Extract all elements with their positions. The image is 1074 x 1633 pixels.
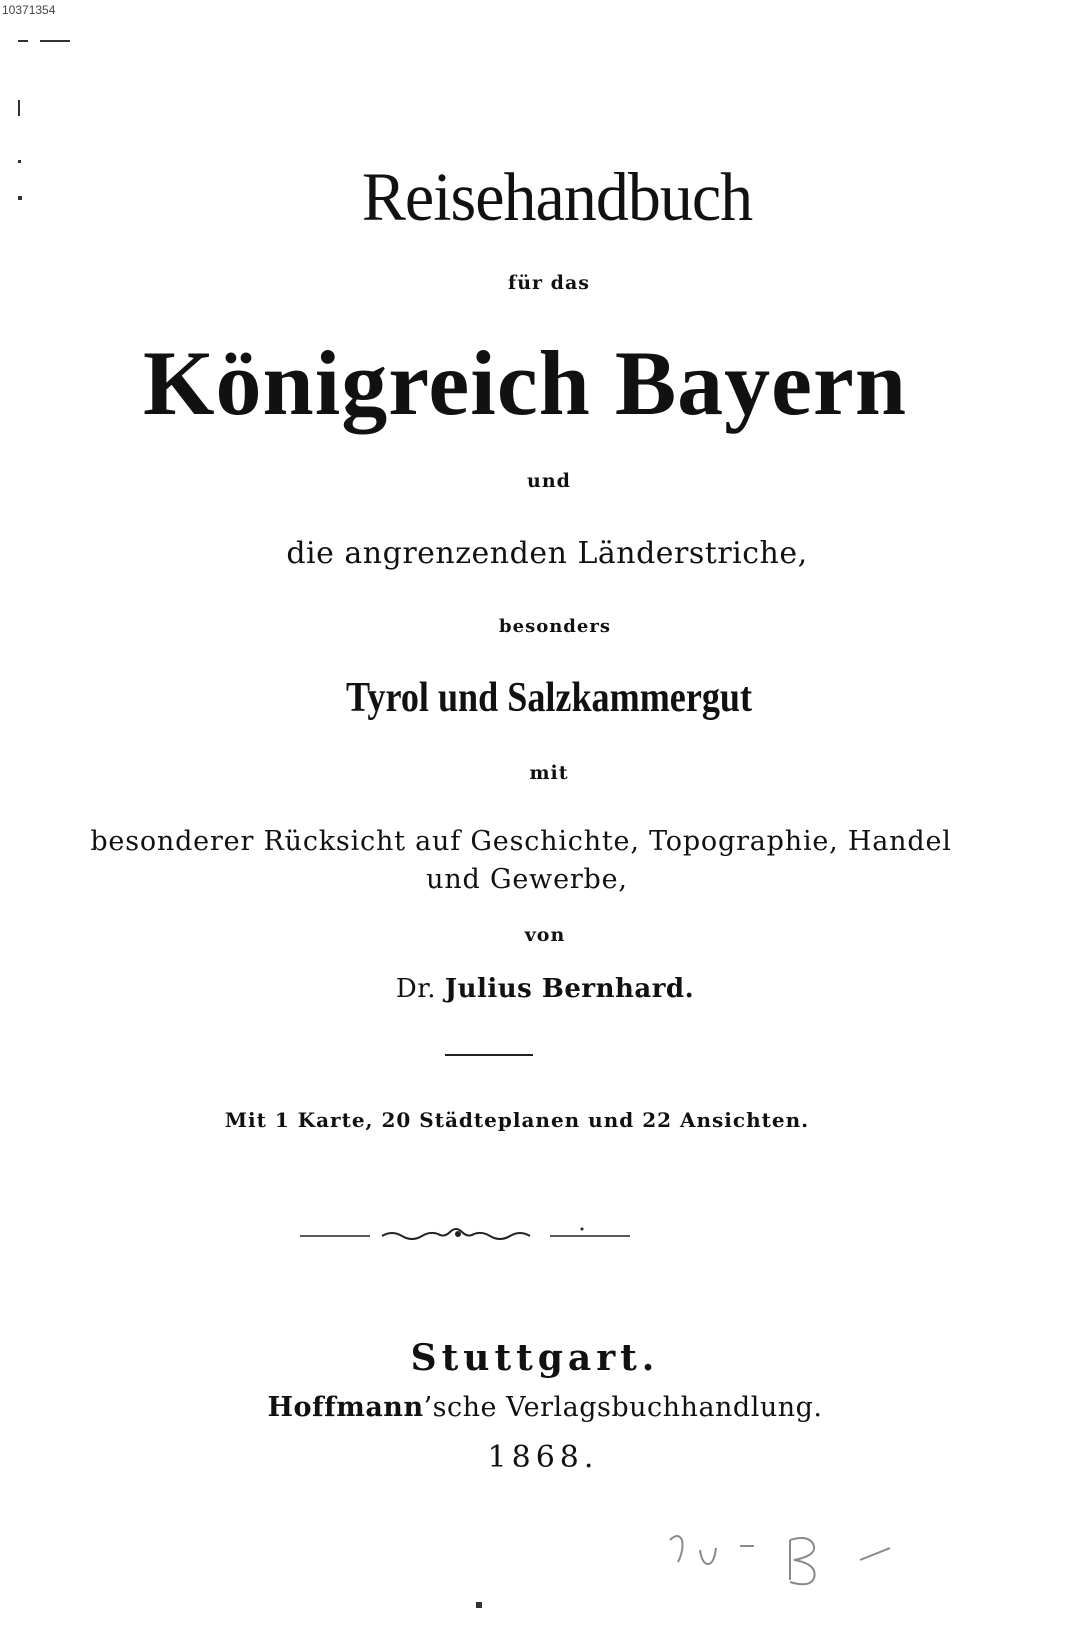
author-by: von <box>524 924 566 946</box>
ornament-divider <box>300 1226 660 1246</box>
author-prefix: Dr. <box>395 974 437 1004</box>
author-line <box>8 974 1074 1004</box>
margin-mark <box>18 100 20 116</box>
margin-mark <box>40 40 70 42</box>
imprint-city: Stuttgart. <box>410 1337 660 1379</box>
pencil-annotation <box>660 1520 1000 1610</box>
imprint-year: 1868. <box>487 1440 599 1475</box>
title-koenigreich-bayern: Königreich Bayern <box>142 332 908 434</box>
publisher-rest: ’sche Verlagsbuchhandlung. <box>423 1392 823 1423</box>
title-reisehandbuch: Reisehandbuch <box>361 159 753 236</box>
subtitle-besonders: besonders <box>499 616 611 637</box>
subtitle-fuer-das: für das <box>508 272 590 294</box>
divider-rule <box>445 1054 533 1056</box>
subtitle-gewerbe: und Gewerbe, <box>426 864 628 895</box>
contents-note: Mit 1 Karte, 20 Städteplanen und 22 Ansichten. <box>224 1108 810 1132</box>
subtitle-mit: mit <box>529 762 569 784</box>
publisher-name: Hoffmann <box>267 1392 424 1423</box>
imprint-publisher <box>8 1392 1074 1423</box>
subtitle-und: und <box>527 470 571 492</box>
subtitle-ruecksicht: besonderer Rücksicht auf Geschichte, Topographie, Handel <box>90 826 952 857</box>
subtitle-angrenzende-laender: die angrenzenden Länderstriche, <box>286 536 808 571</box>
scan-id-label: 10371354 <box>2 3 56 17</box>
title-tyrol-salzkammergut: Tyrol und Salzkammergut <box>345 675 753 721</box>
margin-mark <box>18 40 28 42</box>
author-name: Julius Bernhard. <box>444 974 695 1004</box>
margin-mark <box>476 1602 482 1608</box>
